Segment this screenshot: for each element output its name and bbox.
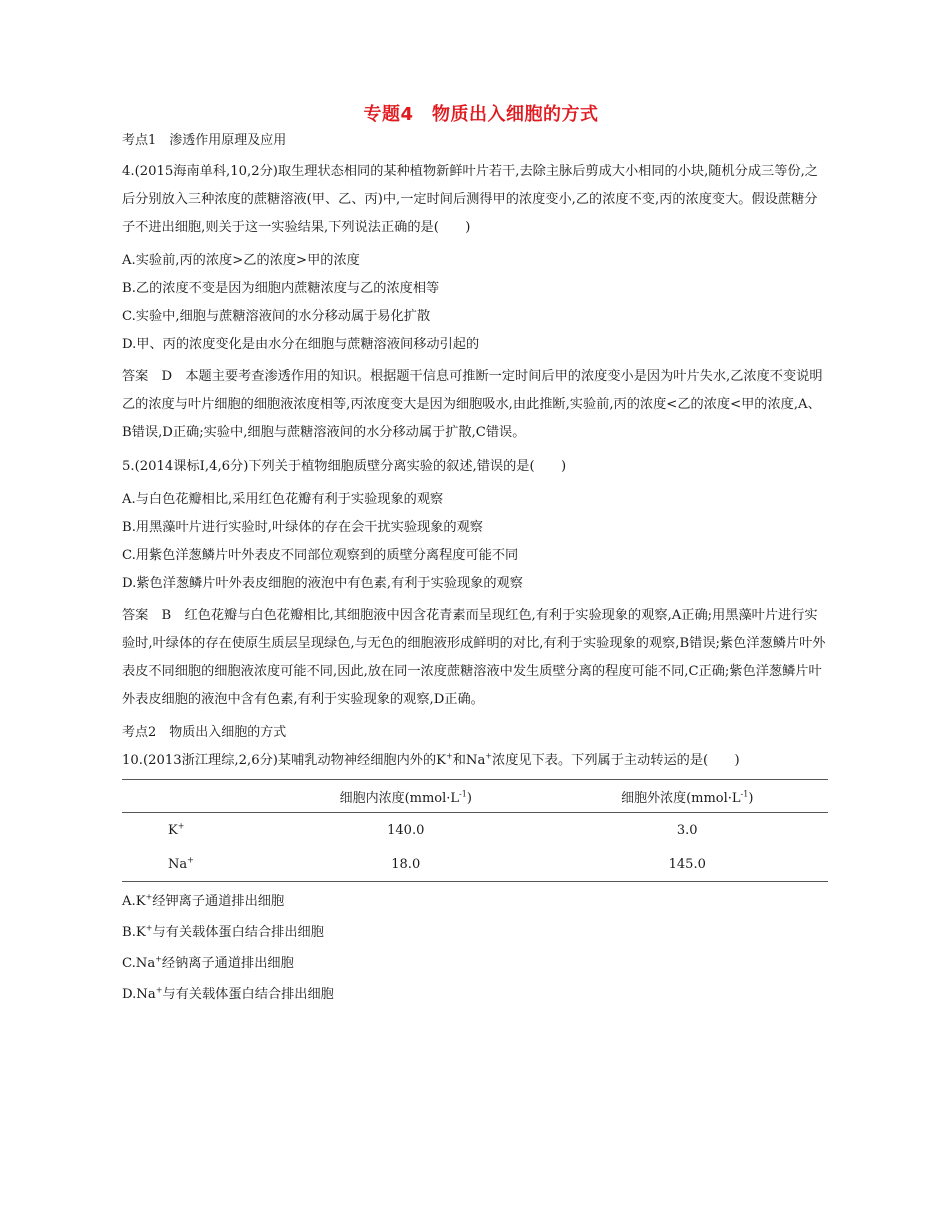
- ion-symbol: Na: [168, 856, 188, 872]
- question-4-option-c: C.实验中,细胞与蔗糖溶液间的水分移动属于易化扩散: [122, 309, 431, 324]
- superscript-minus-one: -1: [740, 789, 749, 799]
- superscript-plus: +: [145, 923, 153, 933]
- table-header-blank: [122, 780, 265, 813]
- superscript-plus: +: [485, 751, 493, 761]
- ion-cell-k: [122, 813, 265, 848]
- question-4-option-b: B.乙的浓度不变是因为细胞内蔗糖浓度与乙的浓度相等: [122, 281, 440, 296]
- question-5-option-d: D.紫色洋葱鳞片叶外表皮细胞的液泡中有色素,有利于实验现象的观察: [122, 576, 523, 591]
- question-10-option-c: [122, 954, 828, 973]
- question-4-option-d: D.甲、丙的浓度变化是由水分在细胞与蔗糖溶液间移动引起的: [122, 337, 480, 352]
- option-a-text: 经钾离子通道排出细胞: [152, 894, 285, 909]
- option-b-prefix: B.K: [122, 925, 146, 940]
- question-4-stem: 4.(2015海南单科,10,2分)取生理状态相同的某种植物新鲜叶片若干,去除主脉后剪成大小相同的小块,随机分成三等份,之后分别放入三种浓度的蔗糖溶液(甲、乙、丙)中,一定时间后测得甲的浓度变小,乙的浓度不变,丙的浓度变大。假设蔗糖分子不进出细胞,则关于这一实验结果,下列说法正确的是( ): [122, 164, 818, 235]
- outside-concentration-na: 145.0: [547, 847, 829, 882]
- option-c-prefix: C.Na: [122, 956, 156, 971]
- document-page: [122, 100, 828, 1004]
- table-header-inside: [265, 780, 547, 813]
- option-b-text: 与有关载体蛋白结合排出细胞: [152, 925, 324, 940]
- superscript-plus: +: [177, 821, 185, 831]
- inside-concentration-na: 18.0: [265, 847, 547, 882]
- question-5-stem: 5.(2014课标Ⅰ,4,6分)下列关于植物细胞质壁分离实验的叙述,错误的是( ): [122, 459, 567, 474]
- superscript-plus: +: [187, 855, 194, 865]
- superscript-plus: +: [446, 751, 453, 761]
- question-10-option-a: [122, 892, 828, 911]
- table-header-outside: [547, 780, 829, 813]
- outside-concentration-k: 3.0: [676, 822, 698, 838]
- header-outside-text: 细胞外浓度(mmol·L: [621, 790, 741, 806]
- question-4-answer: 答案 D 本题主要考查渗透作用的知识。根据题干信息可推断一定时间后甲的浓度变小是因为叶片失水,乙浓度不变说明乙的浓度与叶片细胞的细胞液浓度相等,丙浓度变大是因为细胞吸水,由此推断,实验前,丙的浓度<乙的浓度<甲的浓度,A、B错误,D正确;实验中,细胞与蔗糖溶液间的水分移动属于扩散,C错误。: [122, 369, 823, 440]
- option-d-text: 与有关载体蛋白结合排出细胞: [162, 987, 334, 1002]
- superscript-plus: +: [155, 985, 163, 995]
- section-heading-1: 考点1 渗透作用原理及应用: [122, 133, 287, 148]
- question-10-stem-part-c: 浓度见下表。下列属于主动转运的是( ): [492, 753, 740, 768]
- ion-cell-na: [122, 847, 265, 882]
- table-row: [122, 847, 828, 882]
- question-10-stem: [122, 750, 828, 772]
- header-outside-close: ): [748, 790, 754, 806]
- question-10-stem-part-a: 10.(2013浙江理综,2,6分)某哺乳动物神经细胞内外的K: [122, 753, 447, 768]
- question-10-option-d: [122, 985, 828, 1004]
- ion-concentration-table: [122, 779, 828, 882]
- option-c-text: 经钠离子通道排出细胞: [161, 956, 294, 971]
- superscript-plus: +: [145, 892, 153, 902]
- option-a-prefix: A.K: [122, 894, 146, 909]
- superscript-plus: +: [155, 954, 162, 964]
- question-5-answer: 答案 B 红色花瓣与白色花瓣相比,其细胞液中因含花青素而呈现红色,有利于实验现象的观察,A正确;用黑藻叶片进行实验时,叶绿体的存在使原生质层呈现绿色,与无色的细胞液形成鲜明的对比,有利于实验现象的观察,B错误;紫色洋葱鳞片叶外表皮不同细胞的细胞液浓度可能不同,因此,放在同一浓度蔗糖溶液中发生质壁分离的程度可能不同,C正确;紫色洋葱鳞片叶外表皮细胞的液泡中含有色素,有利于实验现象的观察,D正确。: [122, 608, 826, 707]
- header-inside-text: 细胞内浓度(mmol·L: [339, 790, 460, 806]
- table-row: [122, 813, 828, 848]
- header-inside-close: ): [466, 790, 472, 806]
- question-5-option-c: C.用紫色洋葱鳞片叶外表皮不同部位观察到的质壁分离程度可能不同: [122, 548, 519, 563]
- question-5-option-b: B.用黑藻叶片进行实验时,叶绿体的存在会干扰实验现象的观察: [122, 520, 483, 535]
- option-d-prefix: D.Na: [122, 987, 156, 1002]
- page-title: 专题4 物质出入细胞的方式: [363, 104, 599, 125]
- table-header-row: [122, 780, 828, 813]
- question-5-option-a: A.与白色花瓣相比,采用红色花瓣有利于实验现象的观察: [122, 492, 444, 507]
- question-10-option-b: [122, 923, 828, 942]
- question-4-option-a: A.实验前,丙的浓度>乙的浓度>甲的浓度: [122, 253, 360, 268]
- superscript-minus-one: -1: [459, 789, 467, 799]
- inside-concentration-k: 140.0: [387, 822, 425, 838]
- question-10-stem-part-b: 和Na: [452, 753, 486, 768]
- ion-symbol: K: [168, 822, 178, 838]
- section-heading-2: 考点2 物质出入细胞的方式: [122, 725, 287, 740]
